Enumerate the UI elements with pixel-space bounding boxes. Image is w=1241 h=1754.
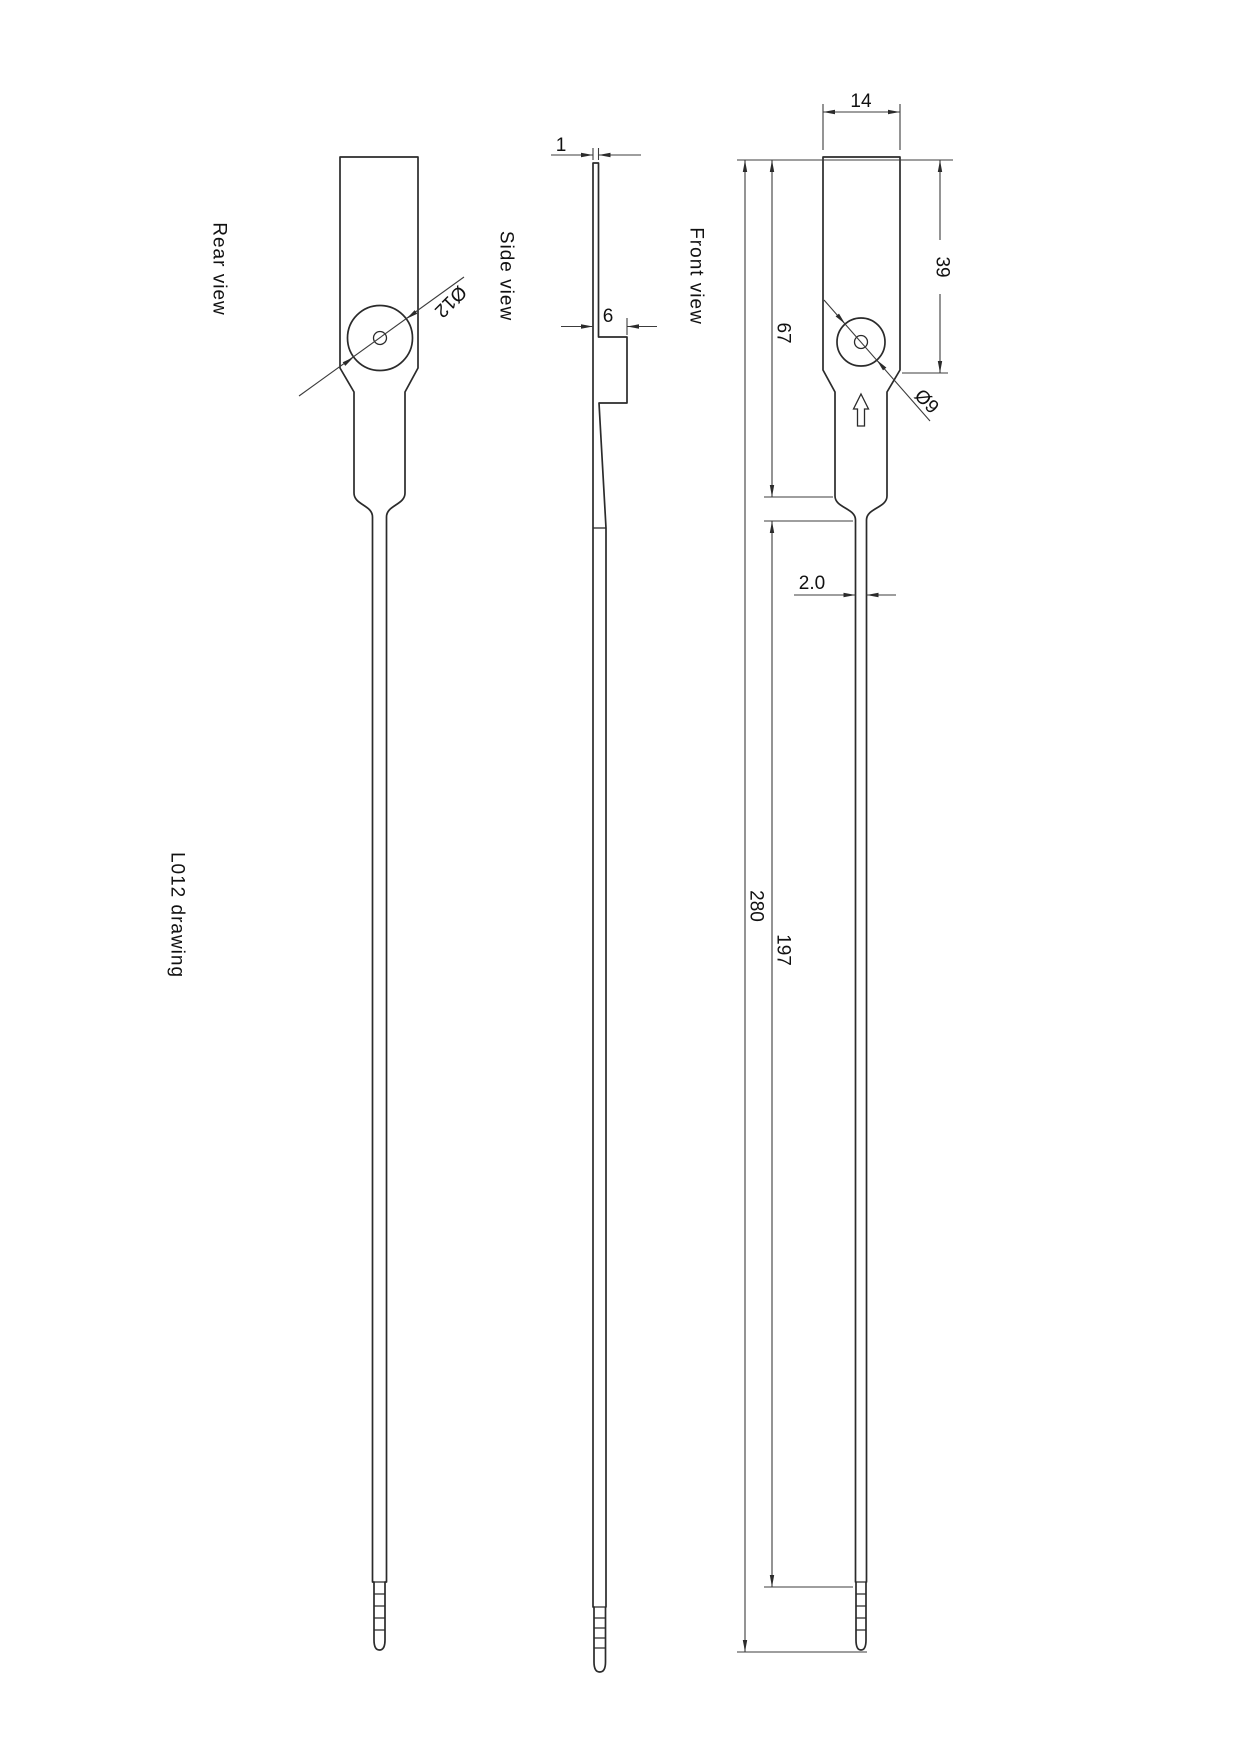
rear-view-label: Rear view bbox=[208, 222, 230, 316]
strap-width-dim: 2.0 bbox=[798, 573, 826, 594]
front-view bbox=[685, 91, 953, 1652]
strap-width-arrow-left bbox=[844, 593, 856, 597]
head-length-arrow-bottom bbox=[770, 485, 774, 497]
strap-length-dim: 197 bbox=[772, 934, 794, 966]
head-width-arrow-left bbox=[823, 110, 835, 114]
hole-offset-arrow-bottom bbox=[938, 361, 942, 373]
head-depth-arrow-right bbox=[627, 324, 639, 328]
side-view-outline bbox=[593, 163, 627, 1672]
dia12-leader-line bbox=[299, 277, 464, 396]
hole-offset-dim: 39 bbox=[931, 256, 953, 278]
head-length-dim: 67 bbox=[772, 322, 794, 344]
rear-strap-serrations bbox=[374, 1582, 385, 1630]
dia12-arrowhead-lower bbox=[343, 357, 354, 366]
thickness-dim: 1 bbox=[555, 135, 567, 156]
head-depth-dim: 6 bbox=[602, 306, 614, 327]
head-width-dim: 14 bbox=[850, 91, 872, 112]
strap-length-arrow-top bbox=[770, 521, 774, 533]
side-view bbox=[495, 135, 657, 1672]
overall-length-arrow-top bbox=[743, 160, 747, 172]
side-view-label: Side view bbox=[495, 230, 517, 322]
insert-direction-arrow-icon bbox=[854, 394, 869, 426]
rear-view-outline bbox=[340, 157, 418, 1650]
drawing-title: L012 drawing bbox=[166, 851, 188, 979]
overall-length-arrow-bottom bbox=[743, 1640, 747, 1652]
rear-view bbox=[208, 157, 470, 1650]
front-hole-dia-dim: Ø9 bbox=[909, 385, 943, 419]
thickness-arrow-left bbox=[581, 153, 593, 157]
thickness-arrow-right bbox=[599, 153, 611, 157]
strap-length-arrow-bottom bbox=[770, 1575, 774, 1587]
strap-width-arrow-right bbox=[867, 593, 879, 597]
hole-offset-arrow-top bbox=[938, 160, 942, 172]
head-depth-arrow-left bbox=[581, 324, 593, 328]
front-view-outline bbox=[823, 157, 900, 1650]
head-length-arrow-top bbox=[770, 160, 774, 172]
side-strap-serrations bbox=[593, 1607, 606, 1648]
front-view-label: Front view bbox=[685, 227, 707, 325]
extension-lines bbox=[737, 160, 953, 1652]
head-width-arrow-right bbox=[888, 110, 900, 114]
overall-length-dim: 280 bbox=[745, 890, 767, 922]
front-strap-serrations bbox=[856, 1582, 866, 1630]
rear-hole-dia-dim: Ø12 bbox=[430, 281, 471, 322]
dia12-arrowhead-upper bbox=[406, 310, 417, 319]
